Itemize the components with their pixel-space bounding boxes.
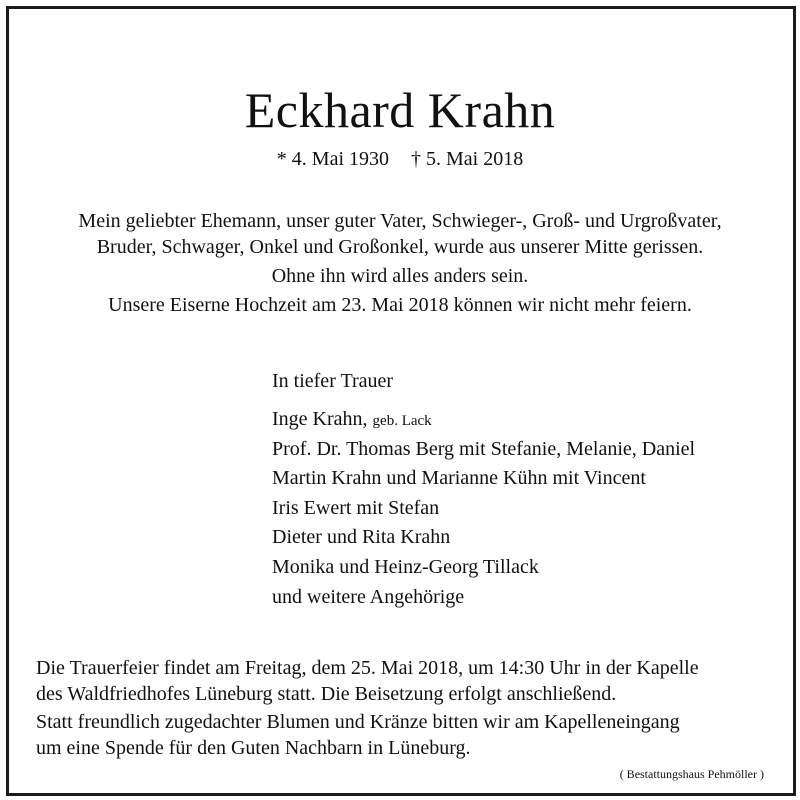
death-date: † 5. Mai 2018 — [411, 148, 524, 170]
info-line-4: um eine Spende für den Guten Nachbarn in Lüneburg. — [36, 737, 471, 759]
info-line-2: des Waldfriedhofes Lüneburg statt. Die Beisetzung erfolgt anschließend. — [36, 683, 617, 705]
mourner-line — [272, 406, 432, 434]
text-line-3: Ohne ihn wird alles anders sein. — [271, 265, 529, 287]
info-line-3: Statt freundlich zugedachter Blumen und Kränze bitten wir am Kapelleneingang — [36, 711, 680, 733]
mourner-line: Monika und Heinz-Georg Tillack — [272, 556, 539, 578]
mourner-line: Iris Ewert mit Stefan — [272, 497, 440, 519]
life-dates — [0, 146, 800, 172]
text-line-4: Unsere Eiserne Hochzeit am 23. Mai 2018 können wir nicht mehr feiern. — [108, 294, 692, 316]
mourner-name: Inge Krahn, — [272, 408, 368, 430]
deceased-name: Eckhard Krahn — [244, 82, 556, 138]
mourner-line: Prof. Dr. Thomas Berg mit Stefanie, Melanie, Daniel — [272, 438, 696, 460]
info-line-1: Die Trauerfeier findet am Freitag, dem 25. Mai 2018, um 14:30 Uhr in der Kapelle — [36, 657, 699, 679]
mourning-heading: In tiefer Trauer — [272, 370, 394, 392]
mourner-line: Dieter und Rita Krahn — [272, 526, 451, 548]
maiden-name-note: geb. Lack — [372, 413, 432, 429]
text-line-1: Mein geliebter Ehemann, unser guter Vater, Schwieger-, Groß- und Urgroßvater, — [78, 210, 722, 232]
text-line-2: Bruder, Schwager, Onkel und Großonkel, wurde aus unserer Mitte gerissen. — [96, 236, 704, 258]
birth-date: * 4. Mai 1930 — [276, 148, 389, 170]
funeral-home-credit: ( Bestattungshaus Pehmöller ) — [619, 767, 764, 781]
mourner-line: und weitere Angehörige — [272, 586, 465, 608]
mourner-line: Martin Krahn und Marianne Kühn mit Vincent — [272, 467, 646, 489]
